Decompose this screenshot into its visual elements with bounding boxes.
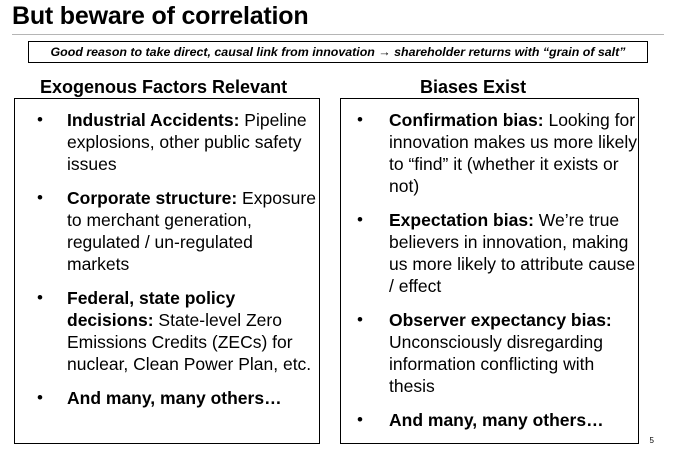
list-item <box>341 409 638 431</box>
item-term: Corporate structure: <box>67 188 238 208</box>
item-text: Pipeline explosions, other public safety issues <box>67 110 307 174</box>
item-text: Unconsciously disregarding information conflicting with thesis <box>389 332 603 396</box>
bullet-icon: • <box>37 288 43 307</box>
page-number: 5 <box>649 436 654 445</box>
item-term: Expectation bias: <box>389 210 534 230</box>
bullet-icon: • <box>357 310 363 329</box>
list-item <box>15 387 319 409</box>
item-term: And many, many others… <box>389 410 604 430</box>
biases-list <box>341 99 638 431</box>
bullet-icon: • <box>357 210 363 229</box>
list-item <box>341 209 638 297</box>
bullet-icon: • <box>37 188 43 207</box>
bullet-icon: • <box>357 410 363 429</box>
item-term: Industrial Accidents: <box>67 110 240 130</box>
item-term: And many, many others… <box>67 388 282 408</box>
list-item <box>15 109 319 175</box>
list-item <box>15 287 319 375</box>
bullet-icon: • <box>37 388 43 407</box>
exogenous-factors-list <box>15 99 319 409</box>
item-text: State-level Zero Emissions Credits (ZECs) for nuclear, Clean Power Plan, etc. <box>67 310 312 374</box>
title-divider <box>12 34 664 35</box>
right-column-heading: Biases Exist <box>420 77 527 97</box>
item-term: Confirmation bias: <box>389 110 544 130</box>
item-text: Exposure to merchant generation, regulated / un-regulated markets <box>67 188 316 274</box>
item-text: Looking for innovation makes us more likely to “find” it (whether it exists or not) <box>389 110 638 196</box>
biases-panel <box>340 98 639 444</box>
list-item <box>341 309 638 397</box>
exogenous-factors-panel <box>14 98 320 444</box>
item-term: Federal, state policy decisions: <box>67 288 236 330</box>
slide-title: But beware of correlation <box>12 2 309 30</box>
caveat-banner: Good reason to take direct, causal link from innovation → shareholder returns with “grain of salt” <box>28 41 648 63</box>
bullet-icon: • <box>357 110 363 129</box>
item-text: We’re true believers in innovation, making us more likely to attribute cause / effect <box>389 210 636 296</box>
list-item <box>341 109 638 197</box>
left-column-heading: Exogenous Factors Relevant <box>40 77 288 97</box>
list-item <box>15 187 319 275</box>
item-term: Observer expectancy bias: <box>389 310 612 330</box>
bullet-icon: • <box>37 110 43 129</box>
